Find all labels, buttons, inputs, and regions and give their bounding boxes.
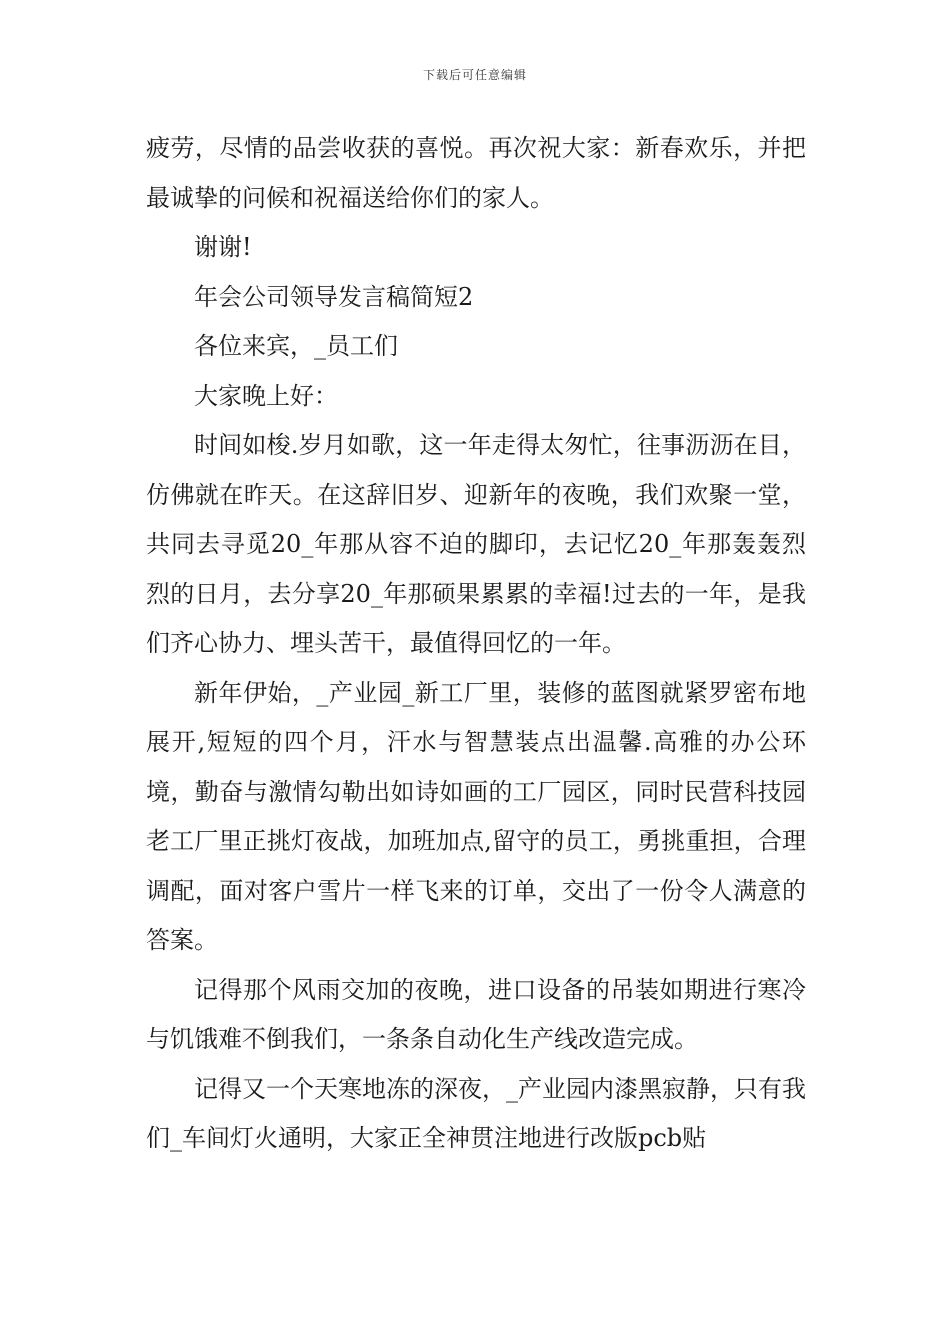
paragraph-cold-night: 记得又一个天寒地冻的深夜，_产业园内漆黑寂静，只有我们_车间灯火通明，大家正全神贯注地进行改版pcb贴: [146, 1074, 806, 1152]
paragraph-closing-wishes: 疲劳，尽情的品尝收获的喜悦。再次祝大家：新春欢乐，并把最诚挚的问候和祝福送给你们的家人。: [146, 134, 806, 212]
section-title: 年会公司领导发言稿简短2: [194, 282, 474, 311]
paragraph-new-factory: 新年伊始，_产业园_新工厂里，装修的蓝图就紧罗密布地展开,短短的四个月，汗水与智慧装点出温馨.高雅的办公环境，勤奋与激情勾勒出如诗如画的工厂园区，同时民营科技园老工厂里正挑灯夜战，加班加点,留守的员工，勇挑重担，合理调配，面对客户雪片一样飞来的订单，交出了一份令人满意的答案。: [146, 678, 806, 954]
paragraph-salutation: 各位来宾，_员工们: [194, 332, 398, 360]
paragraph-year-review: 时间如梭.岁月如歌，这一年走得太匆忙，往事沥沥在目，仿佛就在昨天。在这辞旧岁、迎新年的夜晚，我们欢聚一堂，共同去寻觅20_年那从容不迫的脚印，去记忆20_年那轰轰烈烈的日月，去分享20_年那硕果累累的幸福!过去的一年，是我们齐心协力、埋头苦干，最值得回忆的一年。: [146, 431, 806, 657]
paragraph-stormy-night: 记得那个风雨交加的夜晚，进口设备的吊装如期进行寒冷与饥饿难不倒我们，一条条自动化生产线改造完成。: [146, 975, 806, 1053]
page-header: 下载后可任意编辑: [422, 68, 527, 82]
document-body: [146, 124, 806, 1164]
paragraph-greeting: 大家晚上好：: [194, 381, 338, 410]
paragraph-thanks: 谢谢!: [194, 233, 252, 261]
